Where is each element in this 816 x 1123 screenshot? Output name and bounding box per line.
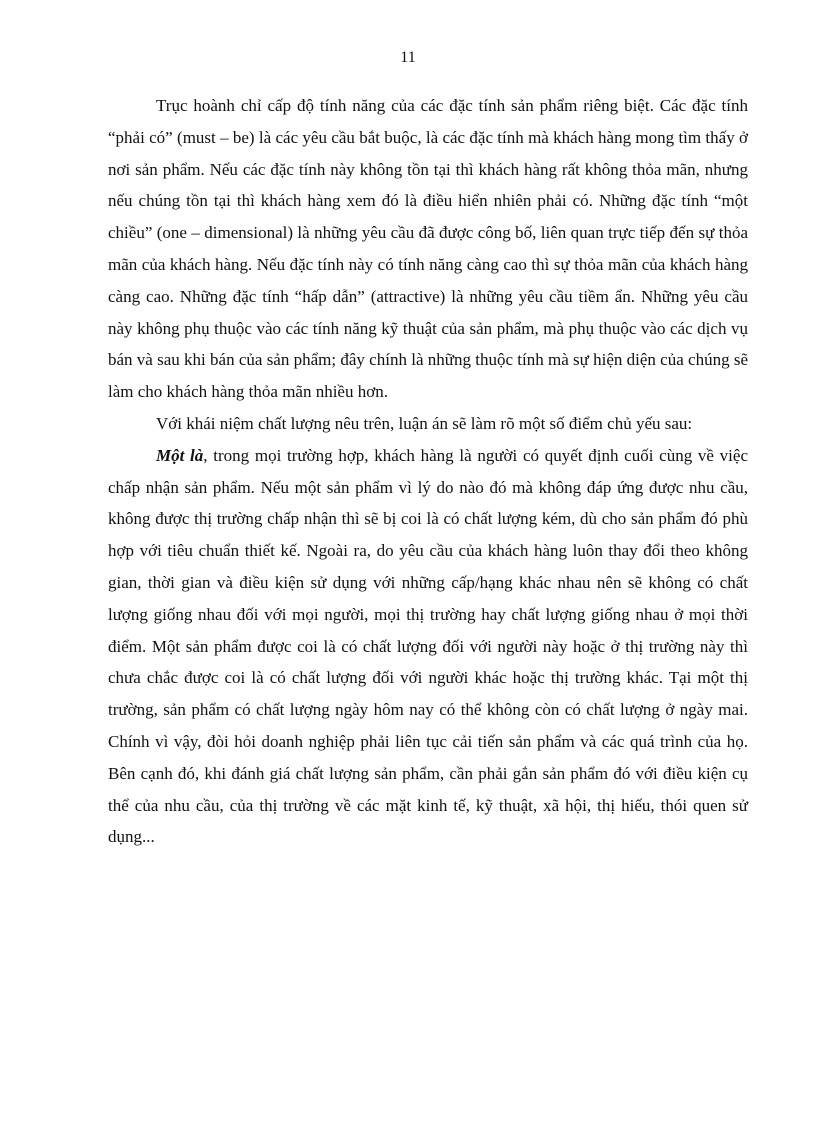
body-text bbox=[108, 90, 748, 853]
paragraph-text: Trục hoành chỉ cấp độ tính năng của các đặc tính sản phẩm riêng biệt. Các đặc tính “phải có” (must – be) là các yêu cầu bắt buộc, là các đặc tính mà khách hàng mong tìm thấy ở nơi sản phẩm. Nếu các đặc tính này không tồn tại thì khách hàng rất không thỏa mãn, nhưng nếu chúng tồn tại thì khách hàng xem đó là điều hiển nhiên phải có. Những đặc tính “một chiều” (one – dimensional) là những yêu cầu đã được công bố, liên quan trực tiếp đến sự thỏa mãn của khách hàng. Nếu đặc tính này có tính năng càng cao thì sự thỏa mãn của khách hàng càng cao. Những đặc tính “hấp dẫn” (attractive) là những yêu cầu tiềm ẩn. Những yêu cầu này không phụ thuộc vào các tính năng kỹ thuật của sản phẩm, mà phụ thuộc vào các dịch vụ bán và sau khi bán của sản phẩm; đây chính là những thuộc tính mà sự hiện diện của chúng sẽ làm cho khách hàng thỏa mãn nhiều hơn. bbox=[108, 96, 748, 402]
paragraph-point-one bbox=[108, 440, 748, 853]
paragraph-quality-attributes bbox=[108, 90, 748, 408]
page-number: 11 bbox=[400, 49, 416, 66]
paragraph-text: , trong mọi trường hợp, khách hàng là người có quyết định cuối cùng về việc chấp nhận sản phẩm. Nếu một sản phẩm vì lý do nào đó mà không đáp ứng được nhu cầu, không được thị trường chấp nhận thì sẽ bị coi là có chất lượng kém, dù cho sản phẩm đó phù hợp với tiêu chuẩn thiết kế. Ngoài ra, do yêu cầu của khách hàng luôn thay đổi theo không gian, thời gian và điều kiện sử dụng với những cấp/hạng khác nhau nên sẽ không có chất lượng giống nhau đối với mọi người, mọi thị trường hay chất lượng giống nhau ở mọi thời điểm. Một sản phẩm được coi là có chất lượng đối với người này hoặc ở thị trường này thì chưa chắc được coi là có chất lượng đối với người khác hoặc thị trường khác. Tại một thị trường, sản phẩm có chất lượng ngày hôm nay có thể không còn có chất lượng ở ngày mai. Chính vì vậy, đòi hỏi doanh nghiệp phải liên tục cải tiến sản phẩm và các quá trình của họ. Bên cạnh đó, khi đánh giá chất lượng sản phẩm, cần phải gắn sản phẩm đó với điều kiện cụ thể của nhu cầu, của thị trường về các mặt kinh tế, kỹ thuật, xã hội, thị hiếu, thói quen sử dụng... bbox=[108, 445, 748, 847]
point-one-lead: Một là bbox=[156, 445, 204, 465]
paragraph-text: Với khái niệm chất lượng nêu trên, luận án sẽ làm rõ một số điểm chủ yếu sau: bbox=[156, 413, 693, 433]
paragraph-intro-points bbox=[108, 408, 748, 440]
